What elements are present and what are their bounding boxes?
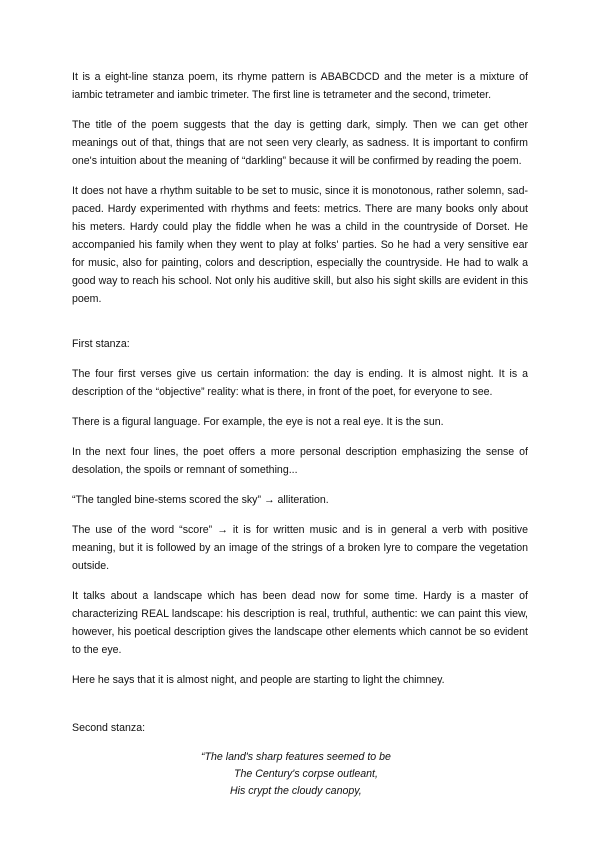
paragraph-rhyme-meter: It is a eight-line stanza poem, its rhyme pattern is ABABCDCD and the meter is a mixture of iambic tetrameter and iambic trimeter. The first line is tetrameter and the second, trimeter.: [72, 71, 528, 101]
poem-line-3: His crypt the cloudy canopy,: [230, 785, 362, 797]
document-body: [72, 68, 528, 800]
poem-line-1: “The land's sharp features seemed to be: [201, 751, 391, 763]
paragraph-first-verses: The four first verses give us certain information: the day is ending. It is almost night. It is a description of the “objective” reality: what is there, in front of the poet, for everyone to see.: [72, 368, 528, 398]
poem-line-2: The Century's corpse outleant,: [234, 768, 378, 780]
paragraph-score-word: The use of the word “score” → it is for written music and is in general a verb with positive meaning, but it is followed by an image of the strings of a broken lyre to compare the vegetation outside.: [72, 524, 528, 572]
second-stanza-heading: Second stanza:: [72, 722, 146, 734]
paragraph-next-four-lines: In the next four lines, the poet offers a more personal description emphasizing the sense of desolation, the spoils or remnant of something...: [72, 446, 528, 476]
paragraph-title-meaning: The title of the poem suggests that the day is getting dark, simply. Then we can get other meanings out of that, things that are not seen very clearly, as sadness. It is important to confirm one's intuition about the meaning of “darkling” because it will be confirmed by reading the poem.: [72, 119, 528, 167]
paragraph-alliteration: “The tangled bine-stems scored the sky” → alliteration.: [72, 494, 329, 506]
paragraph-landscape: It talks about a landscape which has been dead now for some time. Hardy is a master of characterizing REAL landscape: his description is real, truthful, authentic: we can paint this view, however, his poetical description gives the landscape other elements which cannot be so evident to the eye.: [72, 590, 528, 656]
paragraph-rhythm-music: It does not have a rhythm suitable to be set to music, since it is monotonous, rather solemn, sad-paced. Hardy experimented with rhythms and feets: metrics. There are many books only about his meters. Hardy could play the fiddle when he was a child in the countryside of Dorset. He accompanied his family when they went to play at folks' parties. So he had a very sensitive ear for music, also for painting, colors and description, especially the countryside. He had to walk a good way to reach his school. Not only his auditive skill, but also his sight skills are evident in this poem.: [72, 185, 528, 305]
paragraph-almost-night: Here he says that it is almost night, and people are starting to light the chimney.: [72, 674, 445, 686]
first-stanza-heading: First stanza:: [72, 338, 130, 350]
poem-quote: [72, 749, 528, 800]
paragraph-figural-language: There is a figural language. For example, the eye is not a real eye. It is the sun.: [72, 416, 444, 428]
